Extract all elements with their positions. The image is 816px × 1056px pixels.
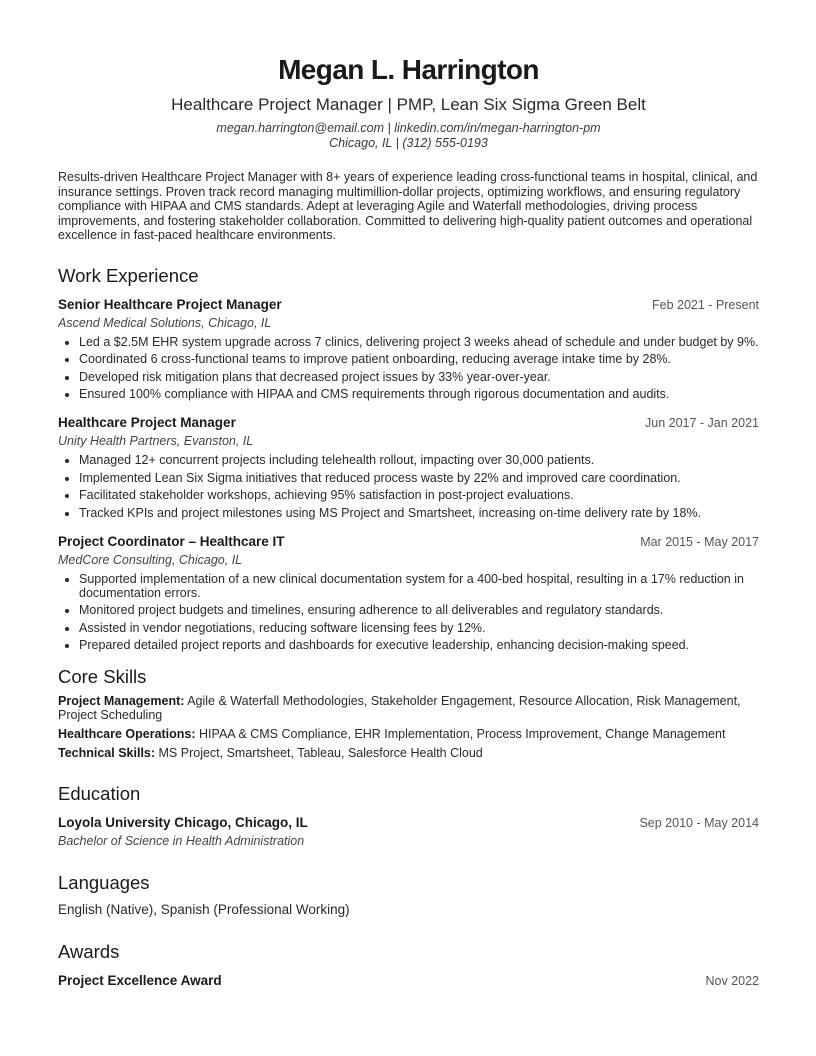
job-bullet: • Prepared detailed project reports and dashboards for executive leadership, enhancing decision-making speed.: [79, 638, 759, 652]
job-entry: [58, 296, 759, 402]
job-bullet: • Managed 12+ concurrent projects including telehealth rollout, impacting over 30,000 patients.: [79, 453, 759, 467]
section-languages: [58, 872, 759, 918]
skill-group-label: Project Management:: [58, 694, 185, 708]
section-title: Core Skills: [58, 666, 147, 687]
section-title: Work Experience: [58, 264, 199, 286]
job-date: Mar 2015 - May 2017: [640, 534, 759, 549]
job-bullet: • Implemented Lean Six Sigma initiatives that reduced process waste by 22% and improved care coordination.: [79, 471, 759, 485]
section-work-experience: [58, 265, 759, 653]
job-entry: [58, 533, 759, 653]
skill-group-label: Healthcare Operations:: [58, 727, 196, 741]
job-company: Ascend Medical Solutions, Chicago, IL: [58, 315, 272, 330]
job-title: Senior Healthcare Project Manager: [58, 296, 282, 312]
job-entry: [58, 414, 759, 520]
award-name: Project Excellence Award: [58, 973, 222, 988]
skill-group-text: MS Project, Smartsheet, Tableau, Salesforce Health Cloud: [158, 746, 483, 760]
section-core-skills: [58, 666, 759, 760]
education-date: Sep 2010 - May 2014: [639, 816, 759, 830]
job-bullet: • Led a $2.5M EHR system upgrade across 7 clinics, delivering project 3 weeks ahead of schedule and under budget by 9%.: [79, 335, 759, 349]
award-date: Nov 2022: [705, 974, 759, 988]
languages-list: English (Native), Spanish (Professional Working): [58, 902, 350, 917]
professional-summary: Results-driven Healthcare Project Manager with 8+ years of experience leading cross-functional teams in hospital, clinical, and insurance settings. Proven track record managing multimillion-dollar projects, optimizing workflows, and ensuring regulatory compliance with HIPAA and CMS standards. Adept at leveraging Agile and Waterfall methodologies, driving process improvements, and fostering stakeholder collaboration. Committed to delivering high-quality patient outcomes and operational excellence in fast-paced healthcare environments.: [58, 170, 758, 242]
job-bullet: • Ensured 100% compliance with HIPAA and CMS requirements through rigorous documentation and audits.: [79, 387, 759, 401]
contact-line-email-linkedin: megan.harrington@email.com | linkedin.com/in/megan-harrington-pm: [216, 121, 601, 135]
contact-line-location-phone: Chicago, IL | (312) 555-0193: [329, 136, 488, 150]
job-company: Unity Health Partners, Evanston, IL: [58, 434, 254, 448]
award-header: [58, 972, 759, 990]
skill-group: [58, 746, 759, 760]
section-title: Languages: [58, 872, 150, 893]
job-title: Healthcare Project Manager: [58, 415, 236, 430]
contact-info: [58, 121, 759, 151]
education-entry: [58, 814, 759, 850]
job-company: MedCore Consulting, Chicago, IL: [58, 552, 243, 567]
skill-group: [58, 694, 759, 722]
skill-group-text: Agile & Waterfall Methodologies, Stakeholder Engagement, Resource Allocation, Risk Management, Project Scheduling: [58, 694, 741, 722]
job-bullet: • Facilitated stakeholder workshops, achieving 95% satisfaction in post-project evaluations.: [79, 488, 759, 502]
section-education: [58, 783, 759, 850]
degree: Bachelor of Science in Health Administration: [58, 834, 305, 848]
section-awards: [58, 941, 759, 990]
resume-page: [58, 54, 759, 990]
candidate-headline: Healthcare Project Manager | PMP, Lean Six Sigma Green Belt: [171, 95, 646, 114]
job-bullet: • Developed risk mitigation plans that decreased project issues by 33% year-over-year.: [79, 370, 759, 384]
section-title: Education: [58, 783, 141, 804]
job-date: Jun 2017 - Jan 2021: [645, 416, 759, 430]
job-date: Feb 2021 - Present: [651, 297, 759, 312]
job-header: [58, 414, 759, 432]
job-title: Project Coordinator – Healthcare IT: [58, 533, 285, 549]
candidate-name: Megan L. Harrington: [278, 54, 539, 85]
award-entry: [58, 972, 759, 990]
job-bullet: • Assisted in vendor negotiations, reducing software licensing fees by 12%.: [79, 621, 759, 635]
job-bullets: [58, 453, 759, 520]
school-name: Loyola University Chicago, Chicago, IL: [58, 815, 308, 830]
job-bullet: • Monitored project budgets and timelines, ensuring adherence to all deliverables and regulatory standards.: [79, 603, 759, 617]
education-header: [58, 814, 759, 832]
job-bullet: • Coordinated 6 cross-functional teams to improve patient onboarding, reducing average intake time by 28%.: [79, 352, 759, 366]
job-bullets: [58, 335, 759, 402]
job-bullets: [58, 572, 759, 653]
job-bullet: • Supported implementation of a new clinical documentation system for a 400-bed hospital, resulting in a 17% reduction in documentation errors.: [79, 572, 759, 600]
section-title: Awards: [58, 941, 120, 962]
resume-header: [58, 54, 759, 151]
skill-group: [58, 727, 759, 741]
job-header: [58, 296, 759, 314]
job-header: [58, 533, 759, 551]
skill-group-label: Technical Skills:: [58, 746, 156, 760]
job-bullet: • Tracked KPIs and project milestones using MS Project and Smartsheet, increasing on-time delivery rate by 18%.: [79, 506, 759, 520]
skill-group-text: HIPAA & CMS Compliance, EHR Implementation, Process Improvement, Change Management: [199, 727, 726, 741]
